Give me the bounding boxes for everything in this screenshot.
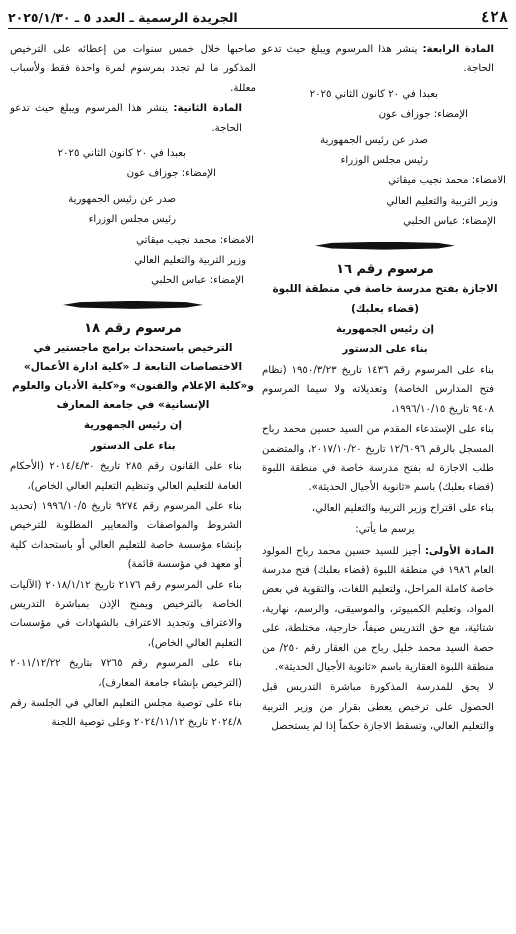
- page-header: [8, 6, 508, 29]
- minister-signature: الإمضاء: عباس الحلبي: [403, 216, 496, 228]
- decree-16-district: (قضاء بعلبك): [350, 303, 419, 316]
- article-4: المادة الرابعة: ينشر هذا المرسوم ويبلغ حيث تدعو الحاجة.: [262, 44, 494, 75]
- constitution-heading: بناء على الدستور: [342, 344, 428, 356]
- article-1: المادة الأولى: أجيز للسيد حسين محمد رباح المولود العام ١٩٨٦ في منطقة اللبوة (قضاء بعلبك) فتح مدرسة خاصة كاملة المراحل، ولتعليم اللغات، والتقوية في بعض المواد، وتعليم الكمبيوتر، والموسيقى، والرسم، نهارية، شتائية، مع حق التدريس صيفاً، خارجية، مختلطة، على حصة السيد محمد خليل رباح من العقار رقم ٢٥٠/ من منطقة اللبوة العقارية باسم «ثانوية الأجيال الحديثة».: [262, 545, 495, 673]
- minister-signature: الإمضاء: عباس الحلبي: [151, 275, 244, 287]
- paragraph: بناء على المرسوم رقم ١٤٣٦ تاريخ ١٩٥٠/٣/٢٣ (نظام فتح المدارس الخاصة) وتعديلاته ولا سيما المرسوم ٩٤٠٨ تاريخ ١٩٩٦/١٠/١٥،: [262, 364, 494, 415]
- pm-signature: الامضاء: محمد نجيب ميقاتي: [136, 234, 254, 246]
- running-title: الجريدة الرسمية ـ العدد ٥ ـ ٢٠٢٥/١/٣٠: [8, 9, 238, 25]
- paragraph: بناء على المرسوم رقم ٩٢٧٤ تاريخ ١٩٩٦/١٠/٥ (تحديد الشروط والمواصفات والمعايير المطلوبة للترخيص بإنشاء مؤسسة خاصة للتعليم العالي أو باستحداث كلية أو معهد في مؤسسة قائمة): [10, 500, 243, 571]
- paragraph: بناء على الإستدعاء المقدم من السيد حسين محمد رباح المسجل بالرقم ١٢/٦٠٩٦ تاريخ ٢٠١٧/١٠/٢٠، والمتضمن طلب الاجازة له بفتح مدرسة خاصة في منطقة اللبوة (قضاء بعلبك) باسم «ثانوية الأجيال الحديثة».: [262, 424, 495, 494]
- signing-date: بعبدا في ٢٠ كانون الثاني ٢٠٢٥: [57, 148, 186, 160]
- pm-title: رئيس مجلس الوزراء: [88, 214, 176, 226]
- decree-16-title: مرسوم رقم ١٦: [336, 261, 434, 277]
- section-separator: [10, 301, 256, 309]
- page-number: ٤٢٨: [480, 8, 508, 26]
- paragraph: بناء على المرسوم رقم ٢١٧٦ تاريخ ٢٠١٨/١/١٢ (الآليات الخاصة بالترخيص ويمنح الإذن بمباشرة التدريس والاعتراف وتجديد الاعتراف بالشهادات في مؤسسات التعليم العالي الخاص)،: [10, 579, 242, 649]
- decree-18-title: مرسوم رقم ١٨: [84, 320, 182, 336]
- decrees-line: يرسم ما يأتي:: [355, 524, 415, 536]
- signing-date: بعبدا في ٢٠ كانون الثاني ٢٠٢٥: [309, 88, 438, 100]
- continued-text: صاحبها خلال خمس سنوات من إعطائه على الترخيص المذكور ما لم تجدد بمرسوم لمرة واحدة فقط ولأسباب معللة.: [10, 44, 256, 94]
- constitution-heading: بناء على الدستور: [90, 440, 176, 452]
- left-column: [10, 40, 256, 734]
- paragraph: بناء على اقتراح وزير التربية والتعليم العالي،: [311, 502, 494, 514]
- paragraph: لا يحق للمدرسة المذكورة مباشرة التدريس قبل الحصول على ترخيص يعطى بقرار من وزير التربية والتعليم العالي، وتسقط الاجازة حكماً إذا لم يستحصل: [262, 682, 494, 733]
- issued-by: صدر عن رئيس الجمهورية: [68, 193, 176, 205]
- president-heading: إن رئيس الجمهورية: [84, 420, 182, 432]
- decree-16-subtitle: الاجازة بفتح مدرسة خاصة في منطقة اللبوة: [272, 283, 498, 296]
- article-2: المادة الثانية: ينشر هذا المرسوم ويبلغ حيث تدعو الحاجة.: [10, 103, 242, 134]
- minister-title: وزير التربية والتعليم العالي: [134, 255, 246, 267]
- paragraph: بناء على القانون رقم ٢٨٥ تاريخ ٢٠١٤/٤/٣٠ (الأحكام العامة للتعليم العالي وتنظيم التعليم العالي الخاص)،: [10, 461, 242, 492]
- decree-18-subtitle: الترخيص باستحداث برامج ماجستير في الاختصاصات التابعة لـ «كلية ادارة الأعمال» و«كلية الإعلام والفنون» و«كلية الأديان والعلوم الإنسانية» في جامعة المعارف: [12, 342, 254, 412]
- president-heading: إن رئيس الجمهورية: [336, 324, 434, 336]
- president-signature: الإمضاء: جوزاف عون: [126, 168, 216, 180]
- pm-title: رئيس مجلس الوزراء: [340, 155, 428, 167]
- issued-by: صدر عن رئيس الجمهورية: [320, 134, 428, 146]
- paragraph: بناء على توصية مجلس التعليم العالي في الجلسة رقم ٢٠٢٤/٨ تاريخ ٢٠٢٤/١١/١٢ وعلى توصية اللجنة: [10, 697, 242, 729]
- section-separator: [262, 242, 508, 250]
- right-column: [262, 40, 508, 738]
- paragraph: بناء على المرسوم رقم ٧٢٦٥ بتاريخ ٢٠١١/١٢/٢٢ (الترخيص بإنشاء جامعة المعارف)،: [10, 658, 242, 689]
- minister-title: وزير التربية والتعليم العالي: [386, 195, 498, 207]
- president-signature: الإمضاء: جوزاف عون: [378, 109, 468, 121]
- pm-signature: الامضاء: محمد نجيب ميقاتي: [388, 175, 506, 187]
